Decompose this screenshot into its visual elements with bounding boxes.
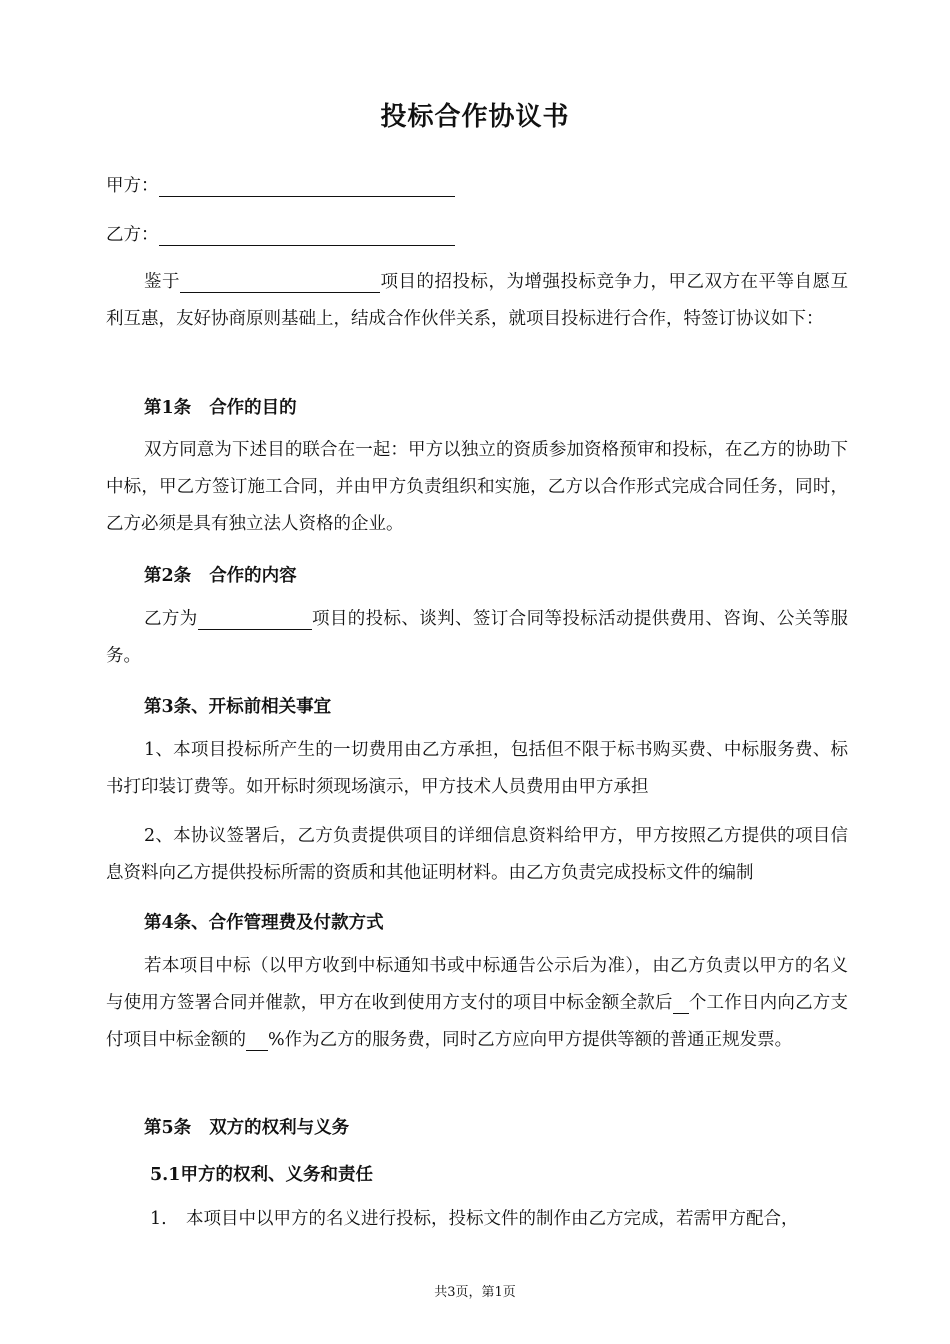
page-footer: 共3页，第1页 xyxy=(434,1285,516,1300)
preamble-prefix: 鉴于 xyxy=(144,272,180,292)
party-b-blank[interactable] xyxy=(159,223,455,246)
document-title: 投标合作协议书 xyxy=(380,102,570,132)
party-b-label: 乙方： xyxy=(106,225,159,245)
article4-heading: 第4条、合作管理费及付款方式 xyxy=(144,913,384,933)
party-a-line xyxy=(106,168,851,205)
section-5-1-heading: 5.1甲方的权利、义务和责任 xyxy=(150,1165,373,1185)
article4-part3: %作为乙方的服务费，同时乙方应向甲方提供等额的普通正规发票。 xyxy=(268,1030,793,1050)
article1-body: 双方同意为下述目的联合在一起：甲方以独立的资质参加资格预审和投标，在乙方的协助下中标，甲乙方签订施工合同，并由甲方负责组织和实施，乙方以合作形式完成合同任务，同时，乙方必须是具有独立法人资格的企业。 xyxy=(106,440,848,534)
article1-heading xyxy=(144,394,297,419)
percent-blank[interactable] xyxy=(246,1028,268,1051)
article5-title: 双方的权利与义务 xyxy=(209,1118,350,1138)
article1-number: 第1条 xyxy=(144,398,192,418)
article4-part1: 若本项目中标（以甲方收到中标通知书或中标通告公示后为准），由乙方负责以甲方的名义与使用方签署合同并催款，甲方在收到使用方支付的项目中标金额全款后 xyxy=(106,956,848,1013)
preamble-paragraph xyxy=(106,264,848,338)
party-a-blank[interactable] xyxy=(159,174,455,197)
article2-title: 合作的内容 xyxy=(209,566,297,586)
party-b-line xyxy=(106,217,851,254)
article3-item1: 1、本项目投标所产生的一切费用由乙方承担，包括但不限于标书购买费、中标服务费、标书打印装订费等。如开标时须现场演示，甲方技术人员费用由甲方承担 xyxy=(106,740,848,797)
article2-body xyxy=(106,601,848,675)
article3-item2: 2、本协议签署后，乙方负责提供项目的详细信息资料给甲方，甲方按照乙方提供的项目信息资料向乙方提供投标所需的资质和其他证明材料。由乙方负责完成投标文件的编制 xyxy=(106,826,848,883)
article2-heading xyxy=(144,562,297,587)
article5-item1-text: 本项目中以甲方的名义进行投标，投标文件的制作由乙方完成，若需甲方配合， xyxy=(186,1209,799,1229)
project-name-blank[interactable] xyxy=(180,270,380,293)
article2-suffix: 项目的投标、谈判、签订合同等投标活动提供费用、咨询、公关等服务。 xyxy=(106,609,849,666)
article3-heading: 第3条、开标前相关事宜 xyxy=(144,697,332,717)
workday-blank[interactable] xyxy=(673,991,689,1014)
article5-heading xyxy=(144,1114,349,1139)
article5-item1-number: 1. xyxy=(150,1209,167,1229)
article2-number: 第2条 xyxy=(144,566,192,586)
article1-title: 合作的目的 xyxy=(209,398,297,418)
party-a-label: 甲方： xyxy=(106,176,159,196)
article5-item1 xyxy=(150,1201,895,1238)
article5-number: 第5条 xyxy=(144,1118,192,1138)
preamble-suffix: 项目的招投标，为增强投标竞争力，甲乙双方在平等自愿互利互惠，友好协商原则基础上，结成合作伙伴关系，就项目投标进行合作，特签订协议如下： xyxy=(106,272,848,329)
article4-part2: 个工作日内向乙方支付项目中标金额的 xyxy=(106,993,849,1050)
article2-project-blank[interactable] xyxy=(198,607,312,630)
article2-prefix: 乙方为 xyxy=(144,609,198,629)
article4-body xyxy=(106,948,848,1059)
